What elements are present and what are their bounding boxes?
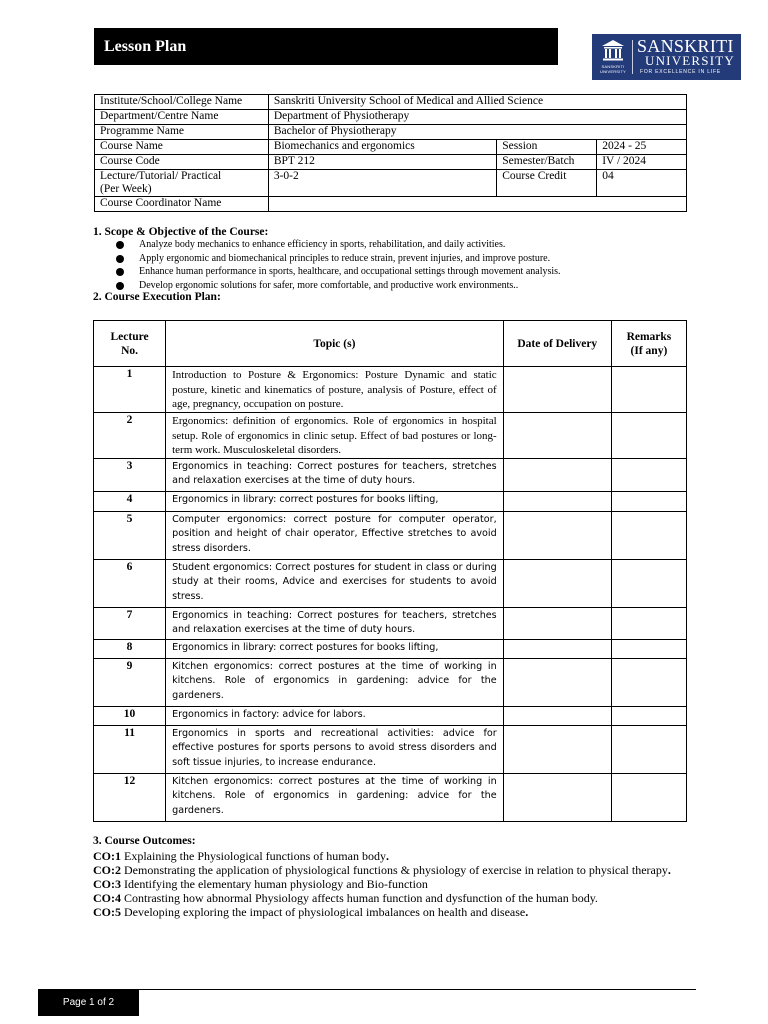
institute-label: Institute/School/College Name — [95, 95, 269, 110]
lecture-number: 5 — [94, 511, 166, 559]
execution-heading: 2. Course Execution Plan: — [93, 291, 221, 303]
table-row — [95, 95, 687, 110]
logo-divider — [632, 40, 633, 74]
outcome-text: Developing exploring the impact of physiological imbalances on health and disease — [121, 905, 526, 919]
outcomes-list — [93, 849, 693, 919]
table-row — [95, 197, 687, 212]
university-logo — [592, 34, 741, 80]
outcome-text: Identifying the elementary human physiology and Bio-function — [121, 877, 428, 891]
department-value: Department of Physiotherapy — [268, 110, 686, 125]
table-row — [94, 607, 687, 639]
table-row — [94, 639, 687, 658]
ltp-value: 3-0-2 — [268, 170, 496, 197]
university-emblem-icon — [596, 38, 630, 76]
list-item: Enhance human performance in sports, healthcare, and occupational settings through movement analysis. — [116, 265, 561, 279]
page-number: Page 1 of 2 — [38, 990, 139, 1016]
table-row — [94, 773, 687, 821]
lecture-topic: Computer ergonomics: correct posture for computer operator, position and height of chair operator, Effective stretches to avoid stress disorders. — [166, 511, 504, 559]
date-cell — [503, 367, 611, 413]
lecture-topic: Ergonomics in teaching: Correct postures for teachers, stretches and relaxation exercises at the time of duty hours. — [166, 458, 504, 491]
table-row — [94, 706, 687, 725]
scope-list — [116, 238, 561, 292]
lecture-table — [93, 320, 687, 822]
lecture-topic: Kitchen ergonomics: correct postures at the time of working in kitchens. Role of ergonomics in gardening: advice for the gardeners. — [166, 773, 504, 821]
outcome-end: . — [385, 849, 389, 863]
table-row — [94, 367, 687, 413]
table-row — [94, 491, 687, 511]
lecture-no-header: Lecture No. — [94, 321, 166, 367]
lecture-number: 1 — [94, 367, 166, 413]
department-label: Department/Centre Name — [95, 110, 269, 125]
lecture-topic: Student ergonomics: Correct postures for student in class or during study at their rooms, Advice and exercises for students to avoid stress. — [166, 559, 504, 607]
date-cell — [503, 706, 611, 725]
date-cell — [503, 559, 611, 607]
remarks-cell — [611, 607, 686, 639]
scope-heading: 1. Scope & Objective of the Course: — [93, 226, 269, 238]
lecture-topic: Introduction to Posture & Ergonomics: Posture Dynamic and static posture, kinetic and kinematics of posture, analysis of Posture, effect of age, pregnancy, occupation on posture. — [166, 367, 504, 413]
logo-tagline: FOR EXCELLENCE IN LIFE — [640, 69, 721, 75]
building-emblem-icon — [596, 38, 630, 64]
logo-name-line2: UNIVERSITY — [645, 53, 735, 68]
semester-label: Semester/Batch — [497, 155, 597, 170]
remarks-cell — [611, 773, 686, 821]
outcome-item — [93, 863, 693, 877]
date-cell — [503, 658, 611, 706]
lecture-number: 4 — [94, 491, 166, 511]
course-code-label: Course Code — [95, 155, 269, 170]
date-cell — [503, 773, 611, 821]
list-item: Develop ergonomic solutions for safer, more comfortable, and productive work environments.. — [116, 279, 561, 293]
ltp-label-line1: Lecture/Tutorial/ Practical — [100, 170, 222, 182]
lecture-topic: Ergonomics in teaching: Correct postures for teachers, stretches and relaxation exercises at the time of duty hours. — [166, 607, 504, 639]
emblem-subtext: UNIVERSITY — [599, 69, 626, 74]
date-cell — [503, 413, 611, 459]
outcomes-heading: 3. Course Outcomes: — [93, 835, 196, 847]
date-header: Date of Delivery — [503, 321, 611, 367]
course-info-table — [94, 94, 687, 212]
programme-label: Programme Name — [95, 125, 269, 140]
lecture-number: 11 — [94, 725, 166, 773]
outcome-item — [93, 905, 693, 919]
date-cell — [503, 639, 611, 658]
remarks-header: Remarks (If any) — [611, 321, 686, 367]
ltp-label — [95, 170, 269, 197]
list-item: Analyze body mechanics to enhance efficiency in sports, rehabilitation, and daily activities. — [116, 238, 561, 252]
credit-label: Course Credit — [497, 170, 597, 197]
table-row — [95, 140, 687, 155]
outcome-item — [93, 849, 693, 863]
lecture-topic: Ergonomics in factory: advice for labors. — [166, 706, 504, 725]
lecture-topic: Ergonomics in library: correct postures for books lifting, — [166, 639, 504, 658]
table-row — [95, 170, 687, 197]
lecture-topic: Ergonomics: definition of ergonomics. Role of ergonomics in hospital setup. Role of ergonomics in clinic setup. Effect of bad postures or long-term work. Musculoskeletal disorders. — [166, 413, 504, 459]
remarks-cell — [611, 639, 686, 658]
table-row — [94, 413, 687, 459]
remarks-cell — [611, 658, 686, 706]
table-header-row — [94, 321, 687, 367]
lecture-number: 3 — [94, 458, 166, 491]
semester-value: IV / 2024 — [597, 155, 687, 170]
remarks-cell — [611, 491, 686, 511]
institute-value: Sanskriti University School of Medical and Allied Science — [268, 95, 686, 110]
remarks-cell — [611, 559, 686, 607]
outcome-code: CO:5 — [93, 905, 121, 919]
date-cell — [503, 725, 611, 773]
lecture-topic: Ergonomics in library: correct postures for books lifting, — [166, 491, 504, 511]
list-item: Apply ergonomic and biomechanical principles to reduce strain, prevent injuries, and improve posture. — [116, 252, 561, 266]
programme-value: Bachelor of Physiotherapy — [268, 125, 686, 140]
emblem-text: SANSKRITI — [601, 64, 625, 69]
remarks-cell — [611, 458, 686, 491]
date-cell — [503, 607, 611, 639]
date-cell — [503, 458, 611, 491]
outcome-code: CO:3 — [93, 877, 121, 891]
page-title: Lesson Plan — [104, 38, 187, 55]
outcome-text: Demonstrating the application of physiological functions & physiology of exercise in relation to physical therapy — [121, 863, 668, 877]
lecture-number: 10 — [94, 706, 166, 725]
remarks-cell — [611, 511, 686, 559]
remarks-cell — [611, 413, 686, 459]
table-row — [94, 458, 687, 491]
date-cell — [503, 491, 611, 511]
outcome-end: . — [667, 863, 671, 877]
outcome-code: CO:4 — [93, 891, 121, 905]
lecture-number: 9 — [94, 658, 166, 706]
lecture-number: 7 — [94, 607, 166, 639]
table-row — [94, 725, 687, 773]
outcome-item — [93, 877, 693, 891]
course-name-value: Biomechanics and ergonomics — [268, 140, 496, 155]
outcome-end: . — [525, 905, 529, 919]
session-value: 2024 - 25 — [597, 140, 687, 155]
logo-name-line1: SANSKRITI — [637, 36, 734, 56]
table-row — [94, 658, 687, 706]
coordinator-value — [268, 197, 686, 212]
date-cell — [503, 511, 611, 559]
lecture-number: 2 — [94, 413, 166, 459]
remarks-cell — [611, 706, 686, 725]
outcome-item — [93, 891, 693, 905]
course-name-label: Course Name — [95, 140, 269, 155]
lecture-topic: Ergonomics in sports and recreational activities: advice for effective postures for sports persons to avoid stress disorders and soft tissue injuries, to increase endurance. — [166, 725, 504, 773]
session-label: Session — [497, 140, 597, 155]
lecture-topic: Kitchen ergonomics: correct postures at the time of working in kitchens. Role of ergonomics in gardening: advice for the gardeners. — [166, 658, 504, 706]
credit-value: 04 — [597, 170, 687, 197]
outcome-code: CO:1 — [93, 849, 121, 863]
remarks-cell — [611, 725, 686, 773]
outcome-text: Contrasting how abnormal Physiology affects human function and dysfunction of the human body. — [121, 891, 598, 905]
ltp-label-line2: (Per Week) — [100, 183, 152, 195]
coordinator-label: Course Coordinator Name — [95, 197, 269, 212]
lecture-number: 12 — [94, 773, 166, 821]
course-code-value: BPT 212 — [268, 155, 496, 170]
table-row — [94, 511, 687, 559]
remarks-cell — [611, 367, 686, 413]
outcome-code: CO:2 — [93, 863, 121, 877]
outcome-text: Explaining the Physiological functions of human body — [121, 849, 386, 863]
table-row — [95, 110, 687, 125]
table-row — [95, 125, 687, 140]
lecture-number: 8 — [94, 639, 166, 658]
topic-header: Topic (s) — [166, 321, 504, 367]
lecture-number: 6 — [94, 559, 166, 607]
table-row — [94, 559, 687, 607]
table-row — [95, 155, 687, 170]
